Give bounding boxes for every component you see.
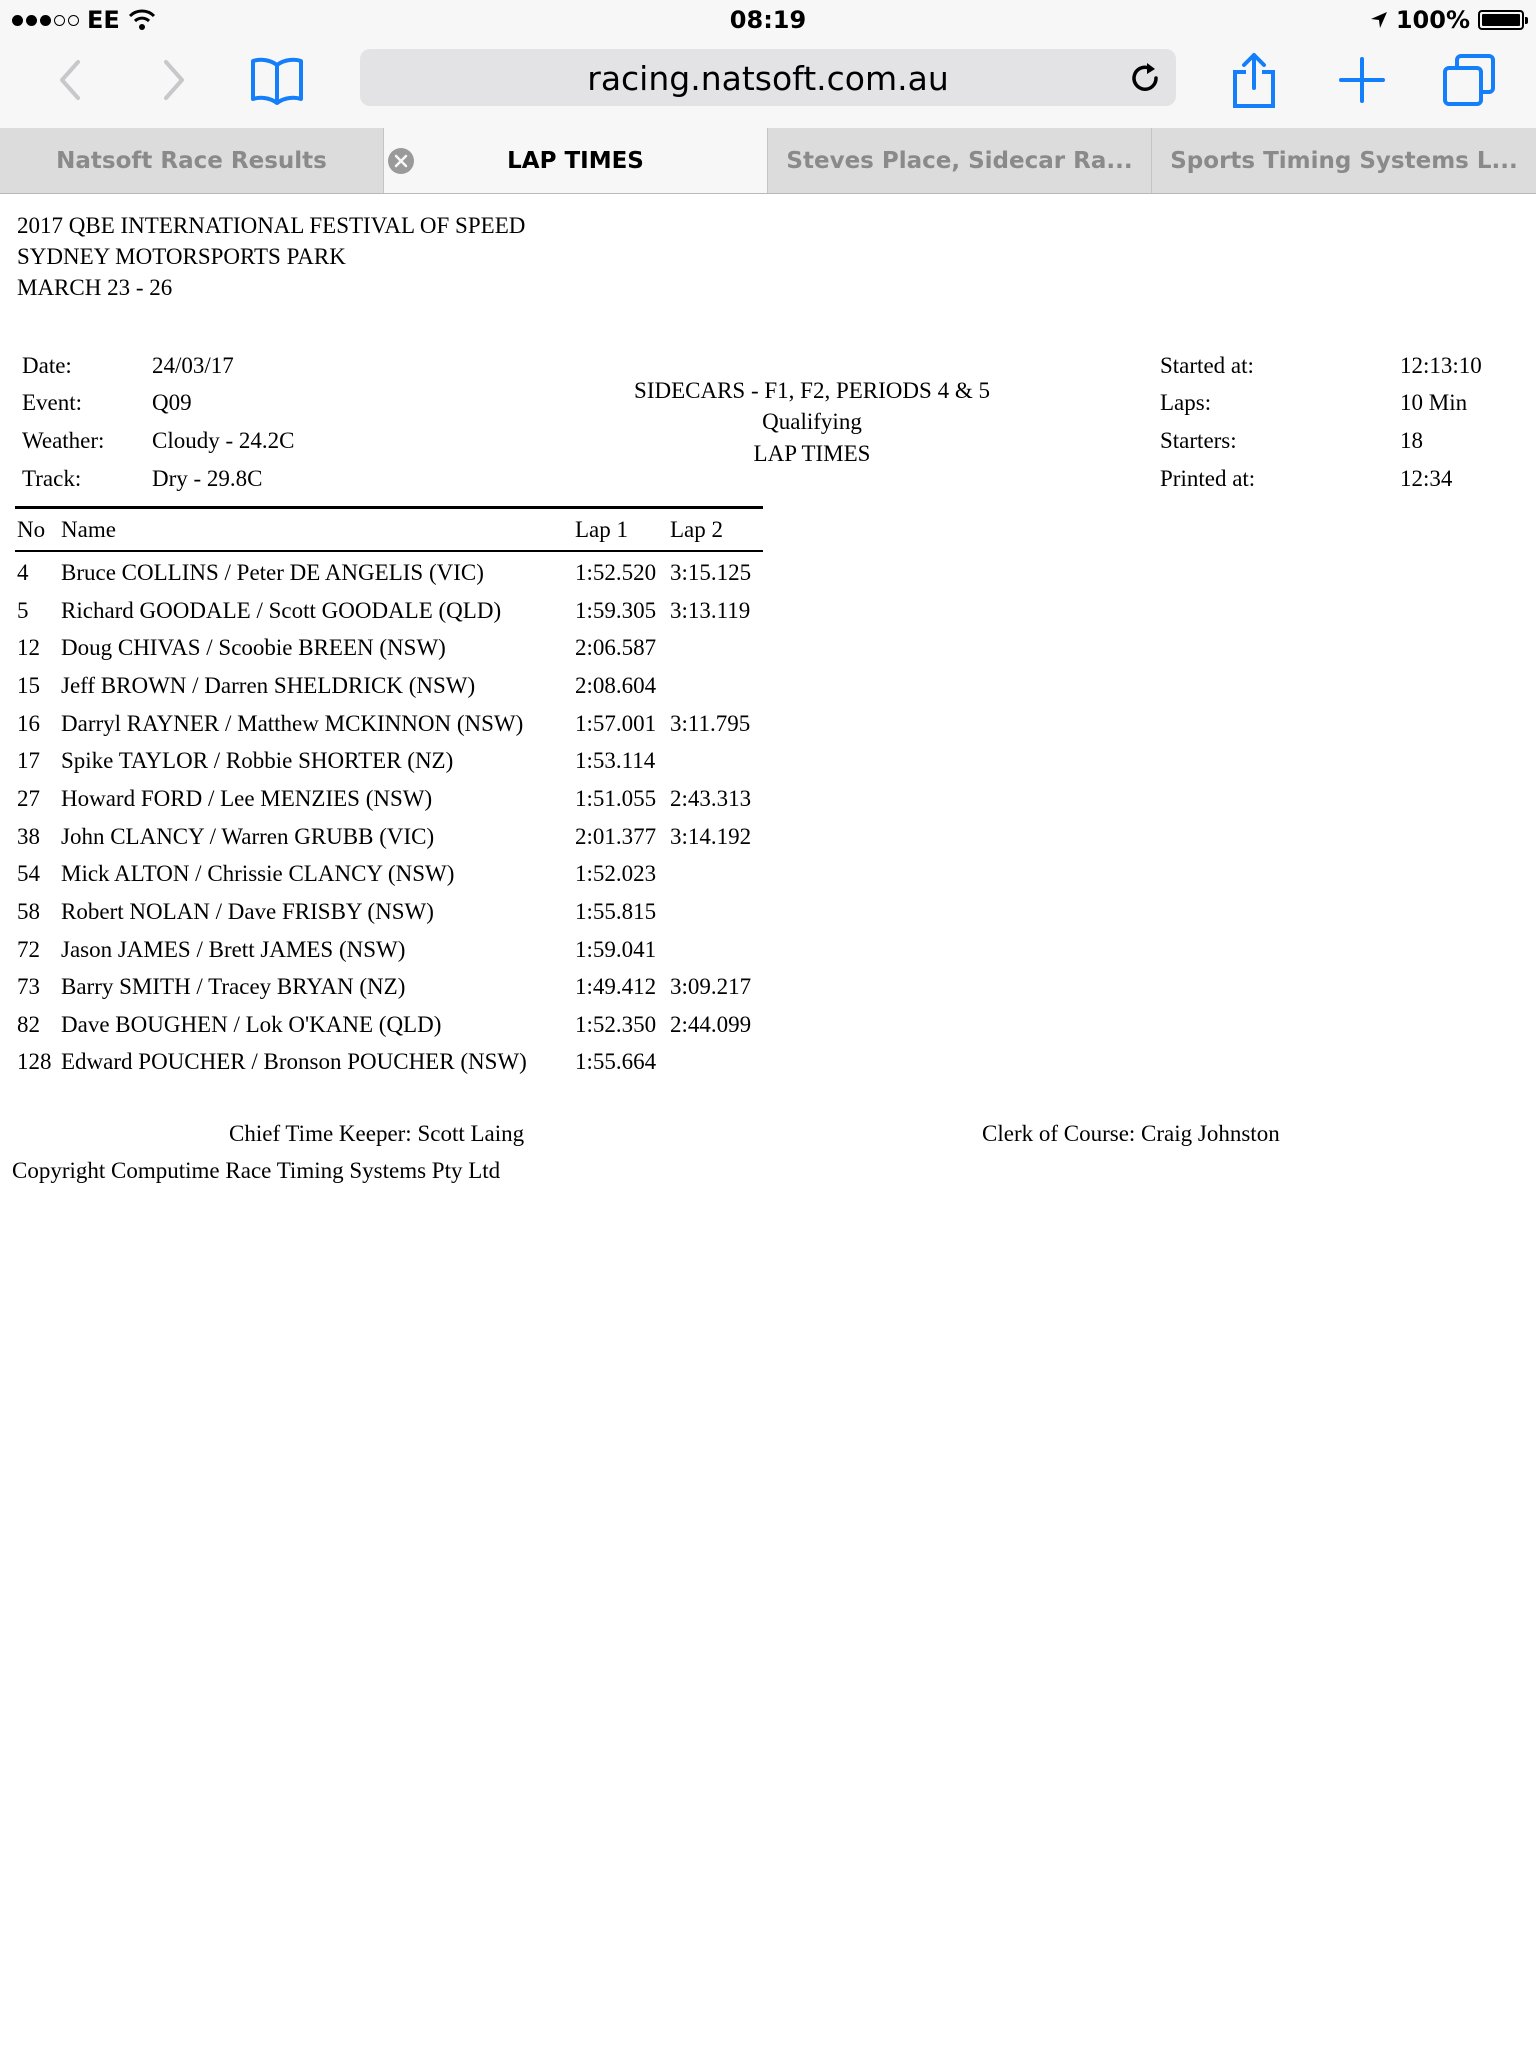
header-lap2: Lap 2 (670, 517, 724, 542)
row-lap1: 2:06.587 (575, 635, 657, 660)
started-at-value: 12:13:10 (1400, 353, 1482, 378)
back-icon[interactable] (42, 52, 98, 108)
row-name: Jason JAMES / Brett JAMES (NSW) (61, 937, 406, 962)
new-tab-icon[interactable] (1334, 52, 1390, 108)
track-label: Track: (22, 466, 82, 491)
share-icon[interactable] (1226, 52, 1282, 108)
row-lap1: 1:52.520 (575, 560, 657, 585)
battery-icon (1478, 10, 1524, 30)
close-tab-icon[interactable] (388, 148, 414, 174)
chief-time-keeper: Chief Time Keeper: Scott Laing (229, 1121, 525, 1146)
row-no: 82 (17, 1012, 40, 1037)
event-title: 2017 QBE INTERNATIONAL FESTIVAL OF SPEED (17, 213, 526, 238)
row-name: Howard FORD / Lee MENZIES (NSW) (61, 786, 433, 811)
clock: 08:19 (729, 6, 807, 34)
row-lap1: 1:53.114 (575, 748, 656, 773)
row-name: Jeff BROWN / Darren SHELDRICK (NSW) (61, 673, 476, 698)
row-name: Richard GOODALE / Scott GOODALE (QLD) (61, 598, 502, 623)
row-lap2: 3:13.119 (670, 598, 751, 623)
event-value: Q09 (152, 390, 192, 415)
row-lap1: 1:57.001 (575, 711, 657, 736)
starters-value: 18 (1400, 428, 1423, 453)
row-no: 73 (17, 974, 40, 999)
row-lap1: 1:55.815 (575, 899, 657, 924)
session-class: SIDECARS - F1, F2, PERIODS 4 & 5 (634, 378, 990, 403)
tab-natsoft-race-results[interactable] (0, 128, 384, 193)
laps-value: 10 Min (1400, 390, 1468, 415)
row-lap2: 2:43.313 (670, 786, 752, 811)
row-lap1: 1:59.041 (575, 937, 657, 962)
starters-label: Starters: (1160, 428, 1237, 453)
row-name: Robert NOLAN / Dave FRISBY (NSW) (61, 899, 434, 924)
tabs-icon[interactable] (1441, 52, 1497, 108)
row-name: Edward POUCHER / Bronson POUCHER (NSW) (61, 1049, 527, 1074)
venue-title: SYDNEY MOTORSPORTS PARK (17, 244, 346, 269)
row-name: Mick ALTON / Chrissie CLANCY (NSW) (61, 861, 455, 886)
url-text: racing.natsoft.com.au (587, 59, 949, 98)
printed-at-label: Printed at: (1160, 466, 1256, 491)
row-no: 38 (17, 824, 40, 849)
row-lap1: 1:59.305 (575, 598, 657, 623)
row-no: 17 (17, 748, 40, 773)
row-no: 15 (17, 673, 40, 698)
location-arrow-icon (1370, 11, 1388, 29)
battery-percent: 100% (1395, 6, 1470, 34)
session-report: LAP TIMES (753, 441, 871, 466)
session-type: Qualifying (762, 409, 862, 434)
reload-icon[interactable] (1122, 55, 1168, 101)
row-no: 5 (17, 598, 29, 623)
table-header-rule (15, 550, 763, 552)
row-no: 4 (17, 560, 29, 585)
clerk-of-course: Clerk of Course: Craig Johnston (982, 1121, 1280, 1146)
row-name: John CLANCY / Warren GRUBB (VIC) (61, 824, 435, 849)
row-lap1: 1:55.664 (575, 1049, 657, 1074)
tab-label: LAP TIMES (507, 147, 644, 174)
row-name: Spike TAYLOR / Robbie SHORTER (NZ) (61, 748, 454, 773)
started-at-label: Started at: (1160, 353, 1254, 378)
tab-label: Steves Place, Sidecar Ra... (786, 147, 1133, 174)
status-right (1370, 6, 1524, 34)
row-lap2: 2:44.099 (670, 1012, 752, 1037)
date-value: 24/03/17 (152, 353, 234, 378)
row-name: Darryl RAYNER / Matthew MCKINNON (NSW) (61, 711, 524, 736)
row-lap2: 3:14.192 (670, 824, 752, 849)
weather-label: Weather: (22, 428, 105, 453)
forward-icon[interactable] (146, 52, 202, 108)
tab-bar (0, 128, 1536, 194)
header-name: Name (61, 517, 116, 542)
tab-label: Natsoft Race Results (56, 147, 327, 174)
row-lap1: 1:49.412 (575, 974, 657, 999)
row-name: Doug CHIVAS / Scoobie BREEN (NSW) (61, 635, 446, 660)
row-no: 72 (17, 937, 40, 962)
row-lap1: 2:08.604 (575, 673, 657, 698)
tab-lap-times[interactable] (384, 128, 768, 193)
row-no: 12 (17, 635, 40, 660)
header-lap1: Lap 1 (575, 517, 629, 542)
row-lap1: 2:01.377 (575, 824, 657, 849)
track-value: Dry - 29.8C (152, 466, 263, 491)
row-no: 16 (17, 711, 40, 736)
weather-value: Cloudy - 24.2C (152, 428, 295, 453)
row-name: Bruce COLLINS / Peter DE ANGELIS (VIC) (61, 560, 484, 585)
copyright: Copyright Computime Race Timing Systems Pty Ltd (12, 1158, 501, 1183)
status-bar (0, 0, 1536, 40)
tab-sports-timing-systems[interactable] (1152, 128, 1536, 193)
address-bar[interactable] (360, 49, 1176, 106)
header-no: No (17, 517, 46, 542)
row-no: 54 (17, 861, 40, 886)
laps-label: Laps: (1160, 390, 1212, 415)
row-no: 27 (17, 786, 40, 811)
row-lap1: 1:52.350 (575, 1012, 657, 1037)
row-no: 128 (17, 1049, 52, 1074)
row-name: Barry SMITH / Tracey BRYAN (NZ) (61, 974, 406, 999)
row-lap1: 1:51.055 (575, 786, 657, 811)
tab-steves-place[interactable] (768, 128, 1152, 193)
row-no: 58 (17, 899, 40, 924)
row-lap2: 3:09.217 (670, 974, 752, 999)
event-label: Event: (22, 390, 83, 415)
event-dates: MARCH 23 - 26 (17, 275, 173, 300)
carrier-label: EE (87, 6, 120, 34)
printed-at-value: 12:34 (1400, 466, 1453, 491)
tab-label: Sports Timing Systems L... (1170, 147, 1518, 174)
bookmarks-icon[interactable] (249, 52, 305, 108)
row-lap2: 3:11.795 (670, 711, 751, 736)
date-label: Date: (22, 353, 72, 378)
row-name: Dave BOUGHEN / Lok O'KANE (QLD) (61, 1012, 442, 1037)
row-lap1: 1:52.023 (575, 861, 657, 886)
table-top-rule (15, 506, 763, 509)
row-lap2: 3:15.125 (670, 560, 752, 585)
